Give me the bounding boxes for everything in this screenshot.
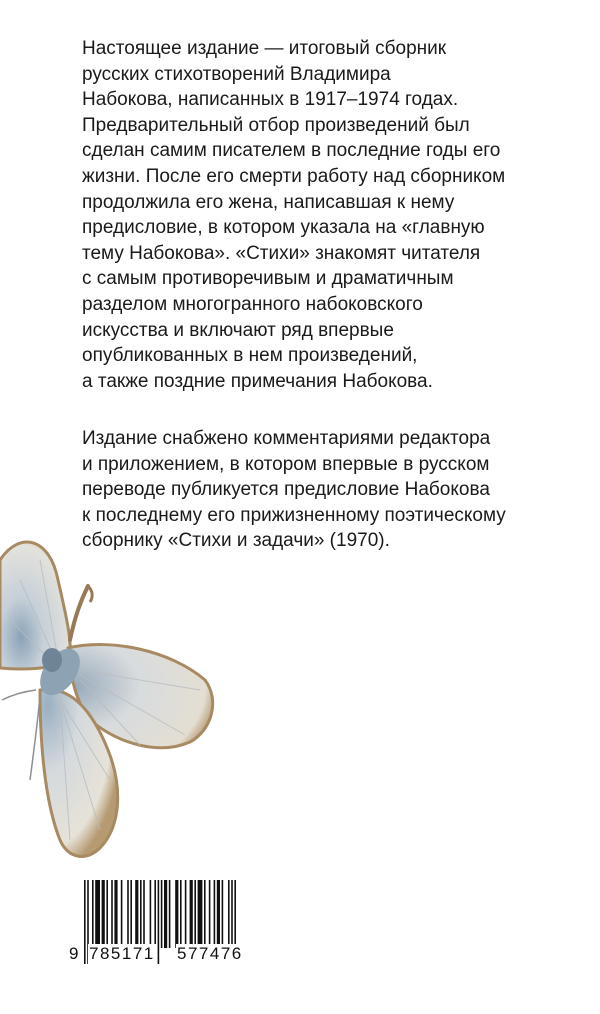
text-line: тему Набокова». «Стихи» знакомят читателя [82,242,481,264]
text-line: и приложением, в котором впервые в русском [82,453,490,475]
text-line: а также поздние примечания Набокова. [82,370,433,392]
forewing-shape [0,542,70,669]
text-line: сделан самим писателем в последние годы его [82,140,501,162]
barcode-bar [111,880,113,948]
text-line: русских стихотворений Владимира [82,63,391,85]
barcode-bar [106,880,108,948]
text-line: предисловие, в котором указала на «главную [82,217,485,239]
barcode-bar [190,880,193,948]
barcode-bar [175,880,178,948]
text-line: переводе публикуется предисловие Набокова [82,479,490,501]
text-line: Набокова, написанных в 1917–1974 годах. [82,89,459,111]
barcode-bar [150,880,152,948]
barcode-bar [140,880,142,948]
barcode-bar [194,880,196,948]
text-line: Предварительный отбор произведений был [82,114,470,136]
text-line: искусства и включают ряд впервые [82,319,394,341]
text-line: опубликованных в нем произведений, [82,345,418,367]
barcode-bar [143,880,145,948]
barcode-digits-group2: 577476 [177,944,243,963]
text-line: продолжила его жена, написавшая к нему [82,191,455,213]
barcode-bar [164,880,167,948]
text-line: к последнему его прижизненному поэтическому [82,504,506,526]
barcode-bar [135,880,138,948]
barcode-bar [127,880,129,948]
text-line: разделом многогранного набоковского [82,293,423,315]
barcode-bar [121,880,123,948]
barcode-digits [68,944,268,966]
text-line: жизни. После его смерти работу над сборником [82,165,506,187]
barcode-bar [222,880,224,948]
barcode-bar [92,880,94,948]
barcode-bar [198,880,203,948]
barcode-bar [204,880,206,948]
barcode-bar [185,880,187,948]
barcode-bar [228,880,230,948]
barcode-bar [180,880,182,948]
barcode-bar [95,880,100,948]
barcode-digits-group1: 785171 [89,944,155,963]
barcode-bar [114,880,117,948]
barcode-bar [209,880,211,948]
text-line: Издание снабжено комментариями редактора [82,428,491,449]
barcode-digit-first: 9 [69,944,79,963]
text-line: Настоящее издание — итоговый сборник [82,38,447,59]
barcode-bar [217,880,220,948]
text-line: сборнику «Стихи и задачи» (1970). [82,530,390,552]
barcode-bar [161,880,163,948]
butterfly-icon [0,520,230,865]
description-paragraph-1 [82,36,542,394]
text-line: с самым противоречивым и драматичным [82,268,454,290]
barcode-bar [169,880,171,948]
barcode-bar [130,880,132,948]
barcode-bar [102,880,105,948]
barcode-bar [214,880,216,948]
